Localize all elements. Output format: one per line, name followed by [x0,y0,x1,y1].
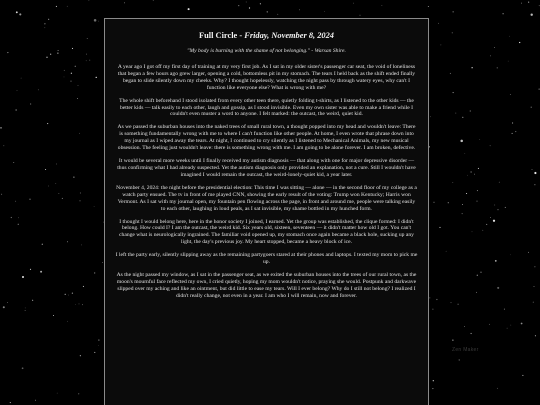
star [495,260,497,262]
star [353,3,354,4]
star [486,224,487,225]
star [509,36,510,37]
star [539,89,540,90]
blog-post [104,18,429,405]
star [80,193,81,194]
star [80,355,81,356]
star [433,380,434,381]
star [510,94,511,95]
star [472,231,473,232]
star [79,304,80,305]
star [477,275,478,276]
star [59,193,60,194]
star [299,9,300,10]
star [64,77,65,78]
star [534,266,535,267]
star [80,201,81,202]
star [82,304,83,305]
star [476,292,477,293]
star [30,269,31,270]
star [22,276,24,278]
star [62,198,63,199]
star [68,295,69,296]
star [432,309,433,310]
star [452,32,453,33]
star [21,78,22,79]
star [98,345,99,346]
post-paragraph: November 4, 2024: the night before the presidential election: This time I was sitting — alone — in the second floor of my college as a watch party ensued. The tv in front of me played CNN, showing the early result of the voting: Trump won Kentucky; Harris won Vermont. As I sat with my journal open, my fountain pen flowing across the page, in front and around me, people were talking easily to each other, laughing in loud peals, as I sat invisible, my shame bottled in my hunched form. [116,184,417,212]
post-epigraph: "My body is burning with the shame of not belonging." - Warsan Shire. [187,48,346,54]
star [460,140,463,143]
star [81,245,82,246]
star [504,309,505,310]
star [64,70,65,71]
star [56,6,57,7]
star [70,81,71,82]
star [29,199,30,200]
star [1,194,2,195]
star [515,131,516,132]
star [260,3,261,4]
star [382,5,383,6]
star [47,123,48,124]
star [238,5,239,6]
star [44,27,45,28]
star [267,11,268,12]
star [78,85,79,86]
star [89,60,90,61]
star [30,104,31,105]
post-paragraph: I left the party early, silently slipping away as the remaining partygoers stared at their phones and laptops. I texted my mom to pick me up. [115,252,418,266]
star [490,56,491,57]
star [98,21,99,22]
star [477,201,478,202]
star [430,117,431,118]
star [532,169,533,170]
star [89,0,90,1]
star [497,287,499,289]
star [452,339,453,340]
star [531,14,533,16]
star [477,190,478,191]
post-title-text: Full Circle - [199,31,245,40]
star [55,183,56,184]
star [497,209,498,210]
star [15,201,16,202]
star [77,98,78,99]
star [497,67,498,68]
watermark-text: Zen Maker [452,347,479,353]
star [57,53,58,54]
star [35,400,36,401]
star [493,220,495,222]
post-paragraph: As the night passed my window, as I sat in the passenger seat, as we exited the suburban houses into the trees of our rural town, as the moon's mournful face reflected my own, I cried quietly, hoping my mom wouldn't notice, praying she would. Postpunk and darkwave slipped over my aching and like an ointment, but did little to ease my tears. Will I ever belong? Why do I still not belong? I realized I didn't really change, not even in a year. I am who I will remain, now and forever. [116,272,417,299]
star [7,52,8,53]
star [83,286,84,287]
star [502,13,503,14]
star [470,111,471,112]
star [246,2,247,3]
post-date: Friday, November 8, 2024 [244,31,334,40]
star [490,145,491,146]
star [25,310,26,311]
star [457,304,458,305]
star [18,224,19,225]
star [25,308,26,309]
star [19,13,21,15]
star [464,153,465,154]
star [472,67,473,68]
star [16,109,17,110]
star [507,328,508,329]
star [453,11,454,12]
star [505,207,506,208]
star [72,293,73,294]
star [7,302,8,303]
star [86,60,87,61]
star [18,217,19,218]
star [512,133,513,134]
star [534,172,536,174]
star [531,107,532,108]
star [65,294,66,295]
post-paragraph: As we passed the suburban houses into the naked trees of small rural town, a thought popped into my head and wouldn't leave: There is something fundamentally wrong with me to where I can't function like other people. At home, I even wrote that phrase down into my journal as I wiped away the tears. At night, I continued to cry silently as I listened to Mechanical Animals, my new musical obsession. The feeling just wouldn't leave: there is something wrong with me. I am going to be alone forever. I am broken, defective. [117,124,416,152]
star [78,393,79,394]
post-paragraph: A year ago I got off my first day of training at my very first job. As I sat in my older sister's passenger car seat, the void of loneliness that began a few hours ago grew larger, opening a cold, bottomless pit in my stomach. The tears I held back as the shift ended finally began to slide silently down my cheeks. Why? I thought hopelessly, watching the night pass by through watery eyes, why can't I function like everyone else? What is wrong with me? [117,63,416,91]
star [471,171,472,172]
star [446,251,447,252]
star [455,113,456,114]
star [521,3,522,4]
star [40,271,42,273]
post-paragraph: I thought I would belong here, here in the honor society I joined, I earned. Yet the group was established, the clique formed: I didn't belong. How could I? I am the outcast, the weird kid. Six years old, sixteen, seventeen — it didn't matter how old I got. You can't change what is neurologically ingrained. The familiar void opened up, my stomach once again became a black hole, sucking up any light, the day's previous joy. My heart stopped, became a heavy block of ice. [119,218,414,246]
post-paragraph: The whole shift beforehand I stood isolated from every other teen there, quietly folding t-shirts, as I listened to the other kids — the better kids — talk easily to each other, laugh and gossip, as I stood invisible. Even my own sister was able to make a friend while I couldn't even muster a word to anyone. I felt marked: the outcast, the weird, quiet kid. [119,97,414,118]
star [441,45,442,46]
star [489,324,490,325]
star [474,174,475,175]
star [534,184,535,185]
star [508,61,509,62]
star [57,393,58,394]
star [534,286,535,287]
star [494,47,495,48]
star [87,38,88,39]
star [512,122,513,123]
star [499,182,500,183]
star [450,302,451,303]
star [434,202,435,203]
star [528,252,529,253]
star [436,299,437,300]
star [450,73,451,74]
star [72,48,73,49]
star [480,272,481,273]
star [22,367,24,369]
star [86,54,87,55]
star [482,230,483,231]
star [533,302,534,303]
star [48,19,49,20]
star [448,202,449,203]
star [94,352,95,353]
star [466,193,467,194]
star [153,0,154,1]
star [521,323,523,325]
star [432,388,433,389]
star [71,73,72,74]
star [429,297,430,298]
star [0,127,1,128]
star [102,262,103,263]
star [45,169,46,170]
star [53,315,54,316]
star [519,42,520,43]
star [75,304,76,305]
star [522,375,523,376]
star [94,272,95,273]
star [249,7,250,8]
star [94,19,97,22]
star [48,186,49,187]
star [10,402,11,403]
star [124,3,125,4]
star [67,241,68,242]
star [497,388,498,389]
star [3,306,5,308]
star [44,23,45,24]
star [16,11,18,13]
post-title [115,31,418,40]
star [50,54,51,55]
star [462,213,463,214]
star [11,217,12,218]
star [75,66,76,67]
star [439,227,440,228]
star [98,340,99,341]
star [490,217,491,218]
star [438,23,439,24]
star [478,168,479,169]
star [3,145,4,146]
star [67,321,68,322]
star [528,2,529,3]
star [32,300,33,301]
star [535,335,536,336]
star [42,244,43,245]
star [471,333,472,334]
star [453,92,454,93]
star [13,162,14,163]
star [324,11,325,12]
star [46,57,47,58]
star [17,90,18,91]
star [464,326,465,327]
star [462,117,463,118]
star [510,325,511,326]
star [479,139,480,140]
star [67,6,68,7]
star [96,77,97,78]
star [38,89,39,90]
star [494,205,495,206]
star [56,164,57,165]
star [79,133,80,134]
star [360,15,361,16]
star [462,204,463,205]
star [467,175,468,176]
star [58,50,59,51]
star [459,359,460,360]
star [94,206,95,207]
star [510,255,511,256]
star [452,182,453,183]
star [539,5,540,6]
star [428,6,429,7]
post-paragraph: It would be several more weeks until I finally received my autism diagnosis — that along with one for major depressive disorder — thus confirming what I had already suspected. Yet the autism diagnosis only provided an explanation, not a cure. Still I wouldn't have imagined I would remain the outcast, the weird-lonely-quiet kid, a year later. [117,158,416,178]
star [188,8,190,10]
star [73,176,74,177]
star [277,14,278,15]
